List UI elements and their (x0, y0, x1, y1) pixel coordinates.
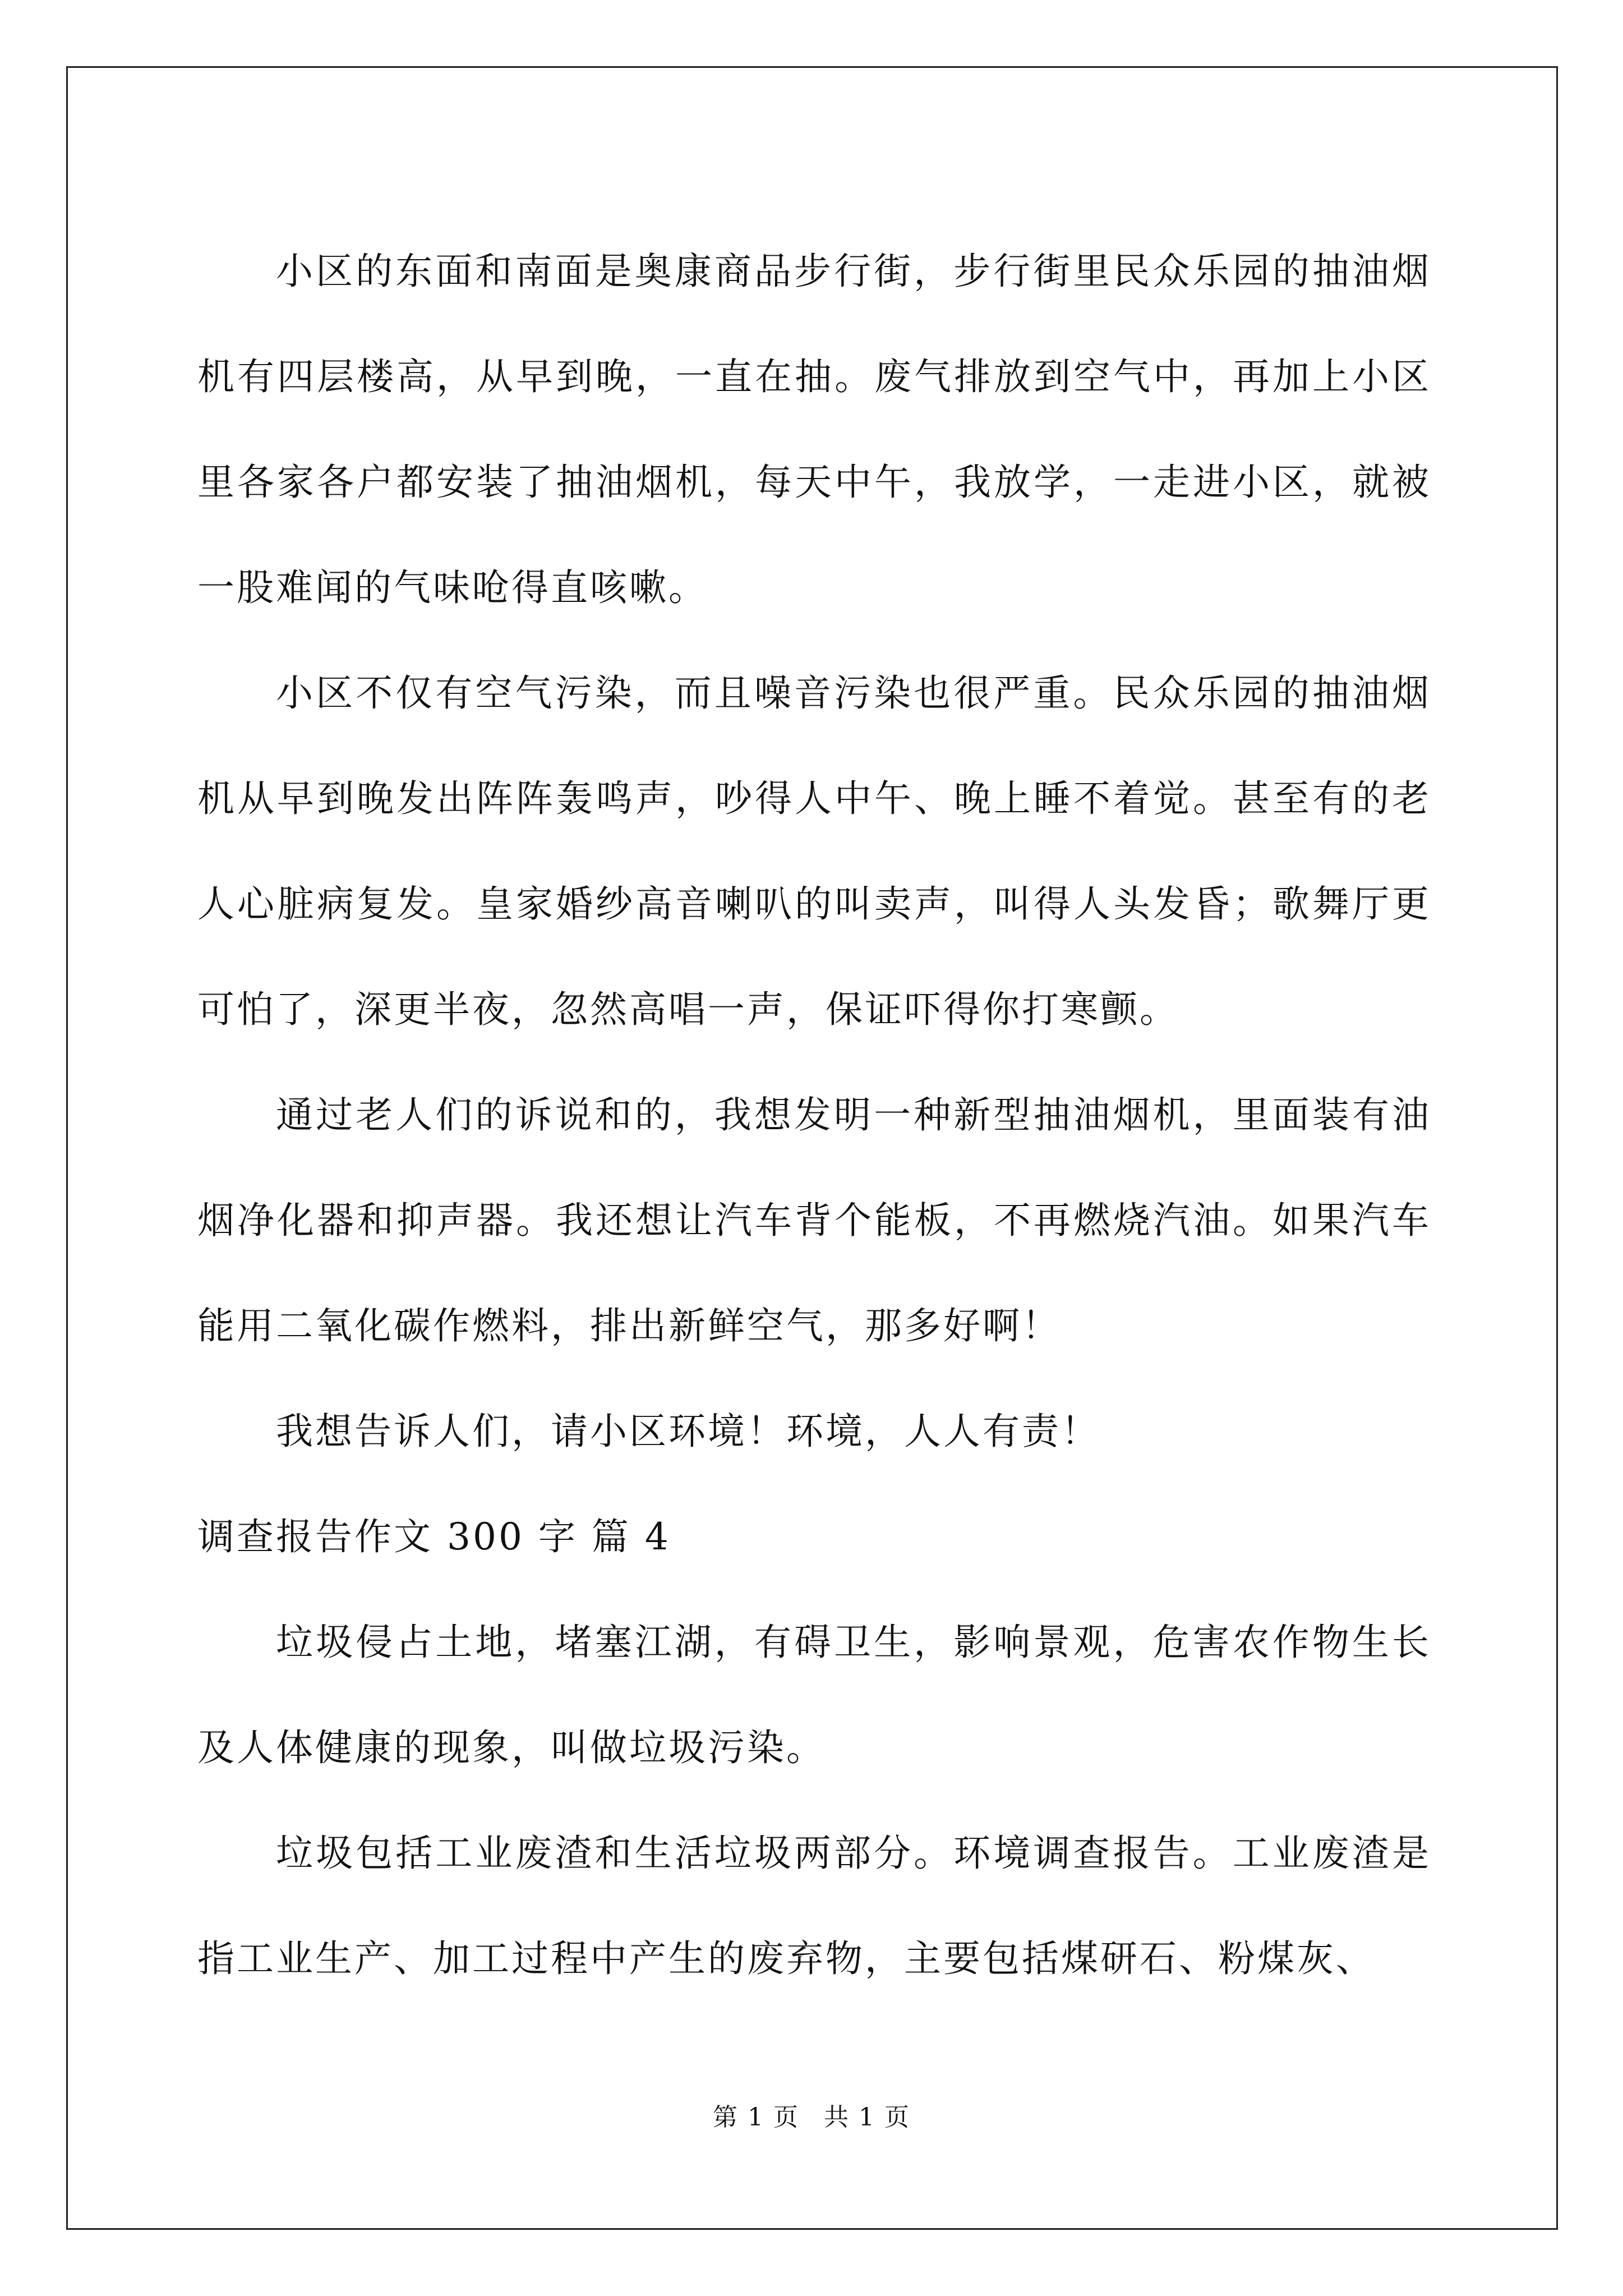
paragraph-2: 小区不仅有空气污染，而且噪音污染也很严重。民众乐园的抽油烟机从早到晚发出阵阵轰鸣声，吵得人中午、晚上睡不着觉。甚至有的老人心脏病复发。皇家婚纱高音喇叭的叫卖声，叫得人头发昏；歌舞厅更可怕了，深更半夜，忽然高唱一声，保证吓得你打寒颤。 (197, 671, 1431, 1031)
page-number: 第 1 页 (713, 2103, 799, 2132)
document-body (197, 219, 1431, 2012)
paragraph-5: 垃圾侵占土地，堵塞江湖，有碍卫生，影响景观，危害农作物生长及人体健康的现象，叫做垃圾污染。 (197, 1621, 1431, 1769)
section-heading: 调查报告作文 300 字 篇 4 (197, 1515, 671, 1558)
page-total: 共 1 页 (824, 2103, 910, 2132)
paragraph-4: 我想告诉人们，请小区环境！环境，人人有责！ (276, 1410, 1100, 1453)
page-footer (0, 2101, 1623, 2134)
paragraph-3: 通过老人们的诉说和的，我想发明一种新型抽油烟机，里面装有油烟净化器和抑声器。我还想让汽车背个能板，不再燃烧汽油。如果汽车能用二氧化碳作燃料，排出新鲜空气，那多好啊！ (197, 1093, 1431, 1347)
paragraph-6: 垃圾包括工业废渣和生活垃圾两部分。环境调查报告。工业废渣是指工业生产、加工过程中产生的废弃物，主要包括煤研石、粉煤灰、 (197, 1832, 1431, 1980)
paragraph-1: 小区的东面和南面是奥康商品步行街，步行街里民众乐园的抽油烟机有四层楼高，从早到晚，一直在抽。废气排放到空气中，再加上小区里各家各户都安装了抽油烟机，每天中午，我放学，一走进小区，就被一股难闻的气味呛得直咳嗽。 (197, 250, 1431, 609)
